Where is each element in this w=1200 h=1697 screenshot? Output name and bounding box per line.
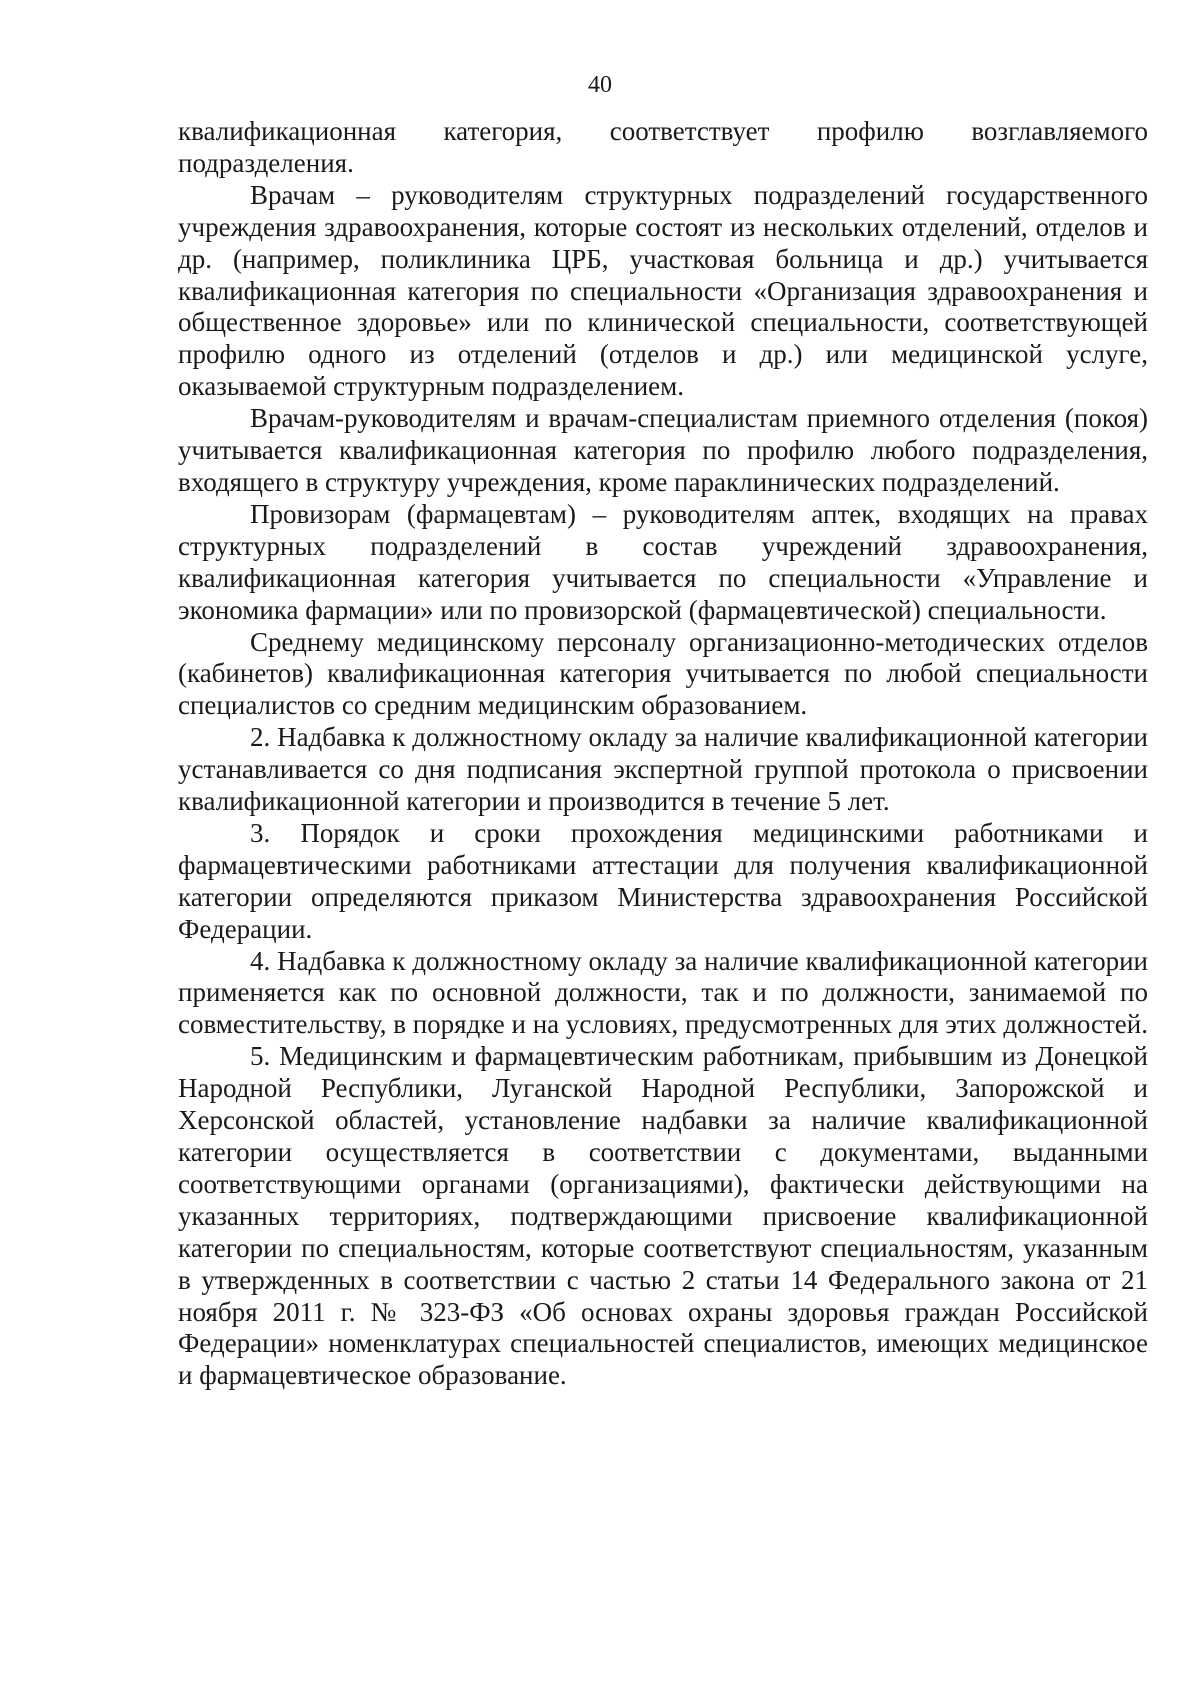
numbered-paragraph-4: 4. Надбавка к должностному окладу за наличие квалификационной категории применяется как по основной должности, так и по должности, занимаемой по совместительству, в порядке и на условиях, предусмотренных для этих должностей. [178,945,1148,1040]
numbered-paragraph-5: 5. Медицинским и фармацевтическим работникам, прибывшим из Донецкой Народной Республики, Луганской Народной Республики, Запорожской и Херсонской областей, установление надбавки за наличие квалификационной категории осуществляется в соответствии с документами, выданными соответствующими органами (организациями), фактически действующими на указанных территориях, подтверждающими присвоение квалификационной категории по специальностям, которые соответствуют специальностям, указанным в утвержденных в соответствии с частью 2 статьи 14 Федерального закона от 21 ноября 2011 г. № 323-ФЗ «Об основах охраны здоровья граждан Российской Федерации» номенклатурах специальностей специалистов, имеющих медицинское и фармацевтическое образование. [178,1041,1148,1391]
numbered-paragraph-2: 2. Надбавка к должностному окладу за наличие квалификационной категории устанавливается со дня подписания экспертной группой протокола о присвоении квалификационной категории и производится в течение 5 лет. [178,722,1148,817]
page-number: 40 [588,72,612,98]
paragraph: Врачам-руководителям и врачам-специалистам приемного отделения (покоя) учитывается квалификационная категория по профилю любого подразделения, входящего в структуру учреждения, кроме параклинических подразделений. [178,403,1148,497]
numbered-paragraph-3: 3. Порядок и сроки прохождения медицинскими работниками и фармацевтическими работниками аттестации для получения квалификационной категории определяются приказом Министерства здравоохранения Российской Федерации. [178,817,1148,944]
document-body [178,116,1148,1392]
paragraph-continuation: квалификационная категория, соответствует профилю возглавляемого подразделения. [178,116,1148,178]
paragraph: Врачам – руководителям структурных подразделений государственного учреждения здравоохранения, которые состоят из нескольких отделений, отделов и др. (например, поликлиника ЦРБ, участковая больница и др.) учитывается квалификационная категория по специальности «Организация здравоохранения и общественное здоровье» или по клинической специальности, соответствующей профилю одного из отделений (отделов и др.) или медицинской услуге, оказываемой структурным подразделением. [178,179,1148,402]
paragraph: Среднему медицинскому персоналу организационно-методических отделов (кабинетов) квалификационная категория учитывается по любой специальности специалистов со средним медицинским образованием. [178,626,1148,721]
paragraph: Провизорам (фармацевтам) – руководителям аптек, входящих на правах структурных подразделений в состав учреждений здравоохранения, квалификационная категория учитывается по специальности «Управление и экономика фармации» или по провизорской (фармацевтической) специальности. [178,498,1148,625]
